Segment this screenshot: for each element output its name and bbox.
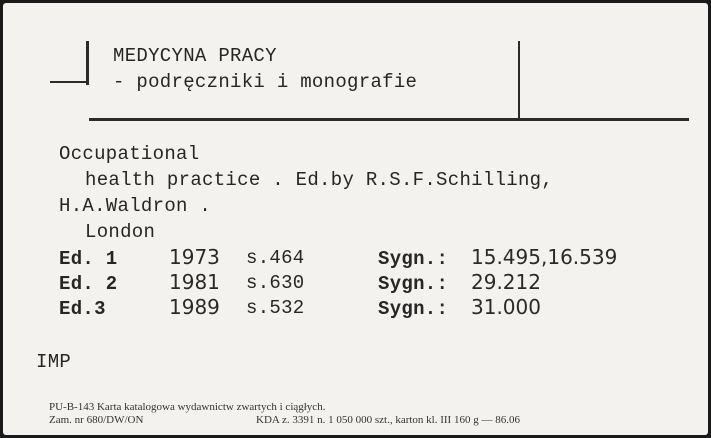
edition-label: Ed. 2 (59, 273, 118, 295)
sygn-value: 29.212 (471, 270, 541, 294)
sygn-value: 15.495,16.539 (471, 245, 618, 269)
title-line-2: health practice . Ed.by R.S.F.Schilling, (85, 169, 554, 191)
title-line-1: Occupational (59, 143, 200, 165)
edition-pages: s.464 (246, 247, 305, 269)
sygn-label: Sygn.: (378, 248, 449, 270)
catalog-card (3, 3, 708, 435)
title-line-4: London (85, 221, 156, 243)
title-line-3: H.A.Waldron . (59, 195, 212, 217)
subject-subtitle: - podręczniki i monografie (113, 71, 418, 93)
edition-year: 1989 (169, 295, 220, 319)
edition-year: 1981 (169, 270, 220, 294)
header-bracket-vertical (86, 41, 89, 85)
edition-label: Ed.3 (59, 298, 106, 320)
edition-label: Ed. 1 (59, 248, 118, 270)
footer-print-info: KDA z. 3391 n. 1 050 000 szt., karton kl. III 160 g — 86.06 (256, 414, 520, 426)
footer-form-title: PU-B-143 Karta katalogowa wydawnictw zwartych i ciągłych. (49, 401, 326, 413)
note-imp: IMP (36, 351, 72, 373)
sygn-label: Sygn.: (378, 273, 449, 295)
subject-heading: MEDYCYNA PRACY (113, 45, 277, 67)
header-right-divider (518, 41, 520, 121)
footer-order-number: Zam. nr 680/DW/ON (49, 414, 144, 426)
edition-pages: s.630 (246, 272, 305, 294)
sygn-label: Sygn.: (378, 298, 449, 320)
edition-pages: s.532 (246, 297, 305, 319)
header-bracket-foot (50, 81, 88, 83)
header-underline (89, 118, 689, 121)
sygn-value: 31.000 (471, 295, 541, 319)
edition-year: 1973 (169, 245, 220, 269)
